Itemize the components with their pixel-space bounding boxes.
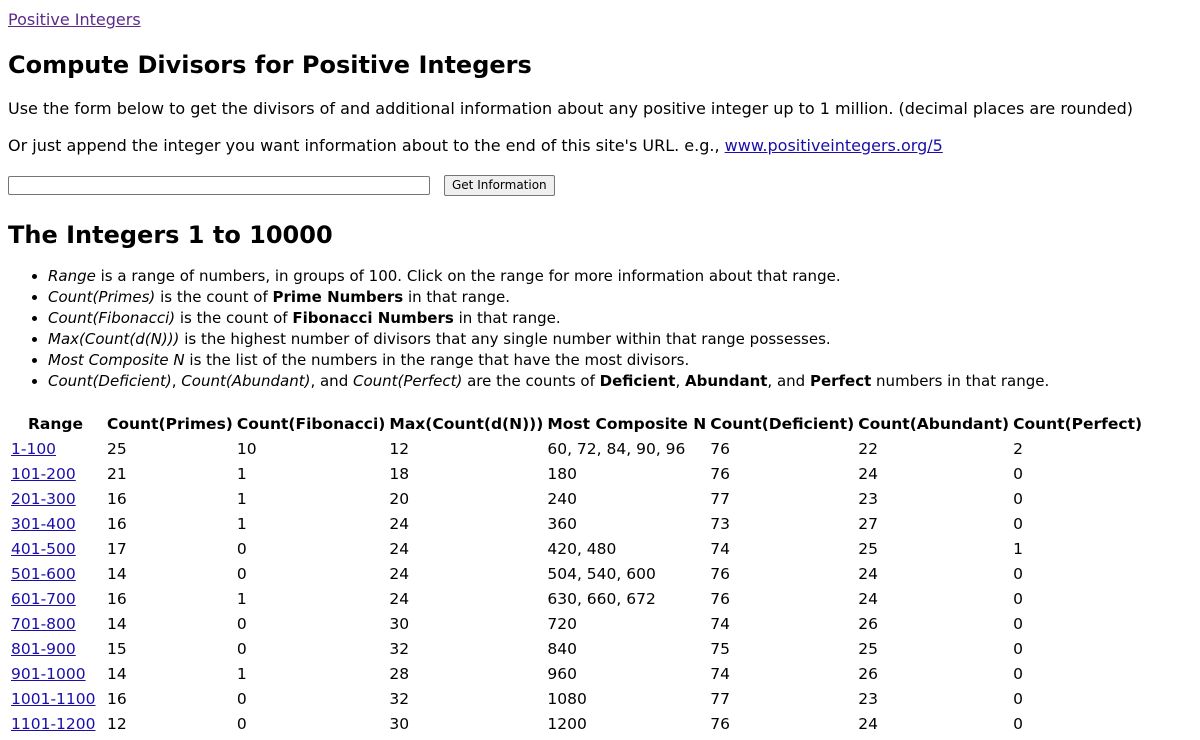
most-composite-cell: 840 <box>547 639 577 658</box>
range-link[interactable]: 501-600 <box>11 564 76 583</box>
abundant-cell: 24 <box>858 564 878 583</box>
max-divisors-cell: 24 <box>389 514 410 533</box>
deficient-cell: 76 <box>710 564 730 583</box>
perfect-cell: 0 <box>1013 614 1023 633</box>
perfect-cell: 0 <box>1013 664 1023 683</box>
range-link[interactable]: 301-400 <box>11 514 76 533</box>
column-header-deficient: Count(Deficient) <box>710 414 855 433</box>
most-composite-cell: 240 <box>547 489 577 508</box>
fibonacci-cell: 1 <box>236 514 247 533</box>
fibonacci-cell: 1 <box>236 664 247 683</box>
max-divisors-cell: 24 <box>389 589 410 608</box>
column-header-primes: Count(Primes) <box>107 414 233 433</box>
max-divisors-cell: 30 <box>389 614 410 633</box>
deficient-cell: 75 <box>710 639 730 658</box>
primes-cell: 14 <box>107 614 127 633</box>
abundant-cell: 24 <box>858 464 878 483</box>
most-composite-cell: 1080 <box>547 689 587 708</box>
abundant-cell: 23 <box>858 689 878 708</box>
primes-cell: 12 <box>107 714 127 733</box>
abundant-cell: 22 <box>858 439 878 458</box>
deficient-cell: 76 <box>710 714 730 733</box>
table-row <box>8 536 1146 561</box>
table-row <box>8 611 1146 636</box>
abundant-cell: 27 <box>858 514 878 533</box>
primes-cell: 16 <box>107 489 127 508</box>
get-information-button[interactable]: Get Information <box>444 175 555 196</box>
legend-item-deficient-abundant-perfect: • Count(Deficient), Count(Abundant), and Count(Perfect) are the counts of Deficient, Abundant, and Perfect numbers in that range. <box>48 371 1192 392</box>
table-row <box>8 486 1146 511</box>
perfect-cell: 2 <box>1013 439 1023 458</box>
perfect-cell: 0 <box>1013 714 1023 733</box>
table-body <box>8 436 1146 736</box>
abundant-cell: 26 <box>858 614 878 633</box>
fibonacci-cell: 0 <box>236 614 247 633</box>
range-link[interactable]: 201-300 <box>11 489 76 508</box>
most-composite-cell: 630, 660, 672 <box>547 589 656 608</box>
range-link[interactable]: 1-100 <box>11 439 57 458</box>
abundant-cell: 23 <box>858 489 878 508</box>
example-url-link[interactable]: www.positiveintegers.org/5 <box>724 136 943 155</box>
fibonacci-cell: 1 <box>236 464 247 483</box>
url-hint-prefix: Or just append the integer you want information about to the end of this site's URL. e.g., <box>8 136 725 155</box>
perfect-cell: 1 <box>1013 539 1023 558</box>
deficient-cell: 76 <box>710 589 730 608</box>
primes-cell: 25 <box>107 439 127 458</box>
primes-cell: 14 <box>107 664 127 683</box>
max-divisors-cell: 28 <box>389 664 410 683</box>
column-header-fibonacci: Count(Fibonacci) <box>236 414 386 433</box>
abundant-cell: 25 <box>858 539 878 558</box>
table-row <box>8 561 1146 586</box>
abundant-cell: 25 <box>858 639 878 658</box>
deficient-cell: 73 <box>710 514 730 533</box>
column-header-range: Range <box>27 414 84 433</box>
max-divisors-cell: 32 <box>389 639 410 658</box>
legend-list <box>8 266 1192 392</box>
range-link[interactable]: 901-1000 <box>11 664 86 683</box>
fibonacci-cell: 0 <box>236 689 247 708</box>
intro-text: Use the form below to get the divisors of and additional information about any positive integer up to 1 million. (decimal places are rounded) <box>8 99 1134 118</box>
deficient-cell: 77 <box>710 489 730 508</box>
lookup-form <box>8 173 1192 197</box>
legend-item-primes: • Count(Primes) is the count of Prime Numbers in that range. <box>48 287 1192 308</box>
range-link[interactable]: 1101-1200 <box>11 714 96 733</box>
fibonacci-cell: 1 <box>236 489 247 508</box>
most-composite-cell: 60, 72, 84, 90, 96 <box>547 439 686 458</box>
range-link[interactable]: 801-900 <box>11 639 76 658</box>
primes-cell: 17 <box>107 539 127 558</box>
table-row <box>8 661 1146 686</box>
most-composite-cell: 504, 540, 600 <box>547 564 656 583</box>
table-row <box>8 436 1146 461</box>
fibonacci-cell: 0 <box>236 564 247 583</box>
fibonacci-cell: 0 <box>236 639 247 658</box>
primes-cell: 15 <box>107 639 127 658</box>
table-row <box>8 461 1146 486</box>
fibonacci-cell: 0 <box>236 714 247 733</box>
max-divisors-cell: 24 <box>389 539 410 558</box>
column-header-abundant: Count(Abundant) <box>858 414 1010 433</box>
perfect-cell: 0 <box>1013 689 1023 708</box>
range-link[interactable]: 101-200 <box>11 464 76 483</box>
most-composite-cell: 180 <box>547 464 577 483</box>
range-link[interactable]: 1001-1100 <box>11 689 96 708</box>
table-row <box>8 586 1146 611</box>
max-divisors-cell: 24 <box>389 564 410 583</box>
deficient-cell: 74 <box>710 614 730 633</box>
primes-cell: 16 <box>107 514 127 533</box>
legend-item-max-divisors: • Max(Count(d(N))) is the highest number of divisors that any single number within that range possesses. <box>48 329 1192 350</box>
perfect-cell: 0 <box>1013 639 1023 658</box>
integer-input[interactable] <box>8 176 430 195</box>
legend-item-most-composite: • Most Composite N is the list of the numbers in the range that have the most divisors. <box>48 350 1192 371</box>
range-link[interactable]: 601-700 <box>11 589 76 608</box>
table-row <box>8 511 1146 536</box>
column-header-perfect: Count(Perfect) <box>1013 414 1143 433</box>
perfect-cell: 0 <box>1013 464 1023 483</box>
max-divisors-cell: 32 <box>389 689 410 708</box>
table-row <box>8 711 1146 736</box>
deficient-cell: 77 <box>710 689 730 708</box>
most-composite-cell: 420, 480 <box>547 539 617 558</box>
column-header-max-divisors: Max(Count(d(N))) <box>389 414 544 433</box>
home-link[interactable]: Positive Integers <box>8 10 141 29</box>
column-header-most-composite: Most Composite N <box>547 414 707 433</box>
deficient-cell: 76 <box>710 464 730 483</box>
table-row <box>8 636 1146 661</box>
most-composite-cell: 720 <box>547 614 577 633</box>
table-header-row <box>8 411 1146 436</box>
range-link[interactable]: 701-800 <box>11 614 76 633</box>
abundant-cell: 26 <box>858 664 878 683</box>
max-divisors-cell: 20 <box>389 489 410 508</box>
table-row <box>8 686 1146 711</box>
integer-ranges-table <box>8 411 1146 736</box>
deficient-cell: 76 <box>710 439 730 458</box>
fibonacci-cell: 0 <box>236 539 247 558</box>
legend-item-range: • Range is a range of numbers, in groups of 100. Click on the range for more information about that range. <box>48 266 1192 287</box>
perfect-cell: 0 <box>1013 514 1023 533</box>
deficient-cell: 74 <box>710 539 730 558</box>
perfect-cell: 0 <box>1013 589 1023 608</box>
url-hint-text <box>8 135 1192 157</box>
page-title: Compute Divisors for Positive Integers <box>8 51 532 79</box>
abundant-cell: 24 <box>858 589 878 608</box>
fibonacci-cell: 1 <box>236 589 247 608</box>
primes-cell: 16 <box>107 589 127 608</box>
max-divisors-cell: 12 <box>389 439 410 458</box>
most-composite-cell: 960 <box>547 664 577 683</box>
most-composite-cell: 1200 <box>547 714 587 733</box>
max-divisors-cell: 30 <box>389 714 410 733</box>
primes-cell: 21 <box>107 464 127 483</box>
legend-item-fibonacci: • Count(Fibonacci) is the count of Fibonacci Numbers in that range. <box>48 308 1192 329</box>
deficient-cell: 74 <box>710 664 730 683</box>
perfect-cell: 0 <box>1013 564 1023 583</box>
abundant-cell: 24 <box>858 714 878 733</box>
perfect-cell: 0 <box>1013 489 1023 508</box>
range-link[interactable]: 401-500 <box>11 539 76 558</box>
max-divisors-cell: 18 <box>389 464 410 483</box>
primes-cell: 14 <box>107 564 127 583</box>
section-title: The Integers 1 to 10000 <box>8 221 333 249</box>
fibonacci-cell: 10 <box>236 439 257 458</box>
primes-cell: 16 <box>107 689 127 708</box>
most-composite-cell: 360 <box>547 514 577 533</box>
